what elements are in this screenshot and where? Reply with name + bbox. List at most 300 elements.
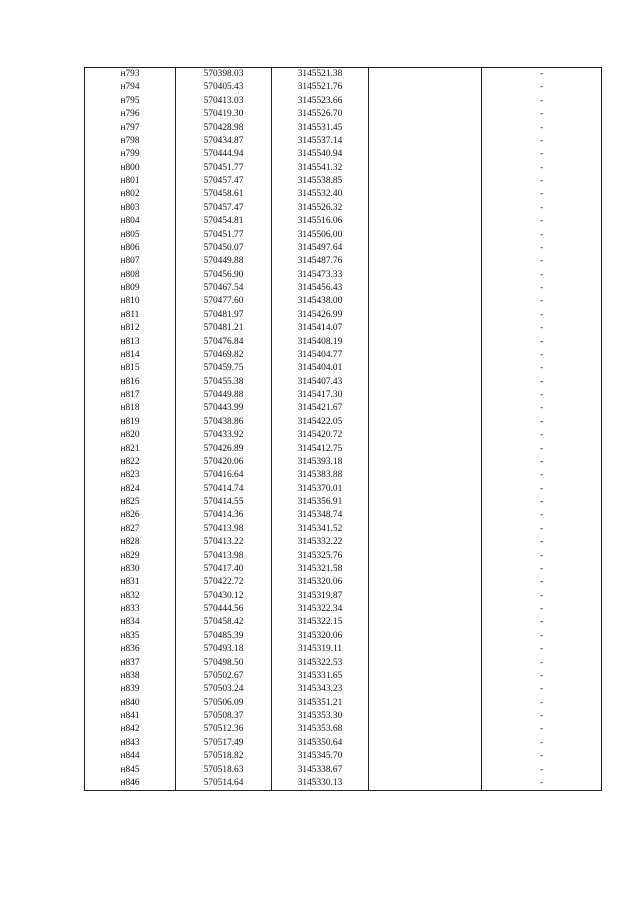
empty-cell [369,523,482,536]
x-coordinate-cell: 570476.84 [176,336,272,349]
y-coordinate-cell: 3145516.06 [272,215,369,228]
y-coordinate-cell: 3145421.67 [272,402,369,415]
point-number-cell: н830 [85,563,176,576]
y-coordinate-cell: 3145341.52 [272,523,369,536]
y-coordinate-cell: 3145420.72 [272,429,369,442]
table-row [85,295,602,308]
dash-cell: - [482,723,602,736]
table-row [85,376,602,389]
table-row [85,483,602,496]
point-number-cell: н799 [85,148,176,161]
table-row [85,523,602,536]
empty-cell [369,215,482,228]
empty-cell [369,576,482,589]
dash-cell: - [482,550,602,563]
dash-cell: - [482,68,602,81]
table-row [85,670,602,683]
table-row [85,188,602,201]
empty-cell [369,563,482,576]
dash-cell: - [482,443,602,456]
y-coordinate-cell: 3145538.85 [272,175,369,188]
dash-cell: - [482,590,602,603]
x-coordinate-cell: 570469.82 [176,349,272,362]
y-coordinate-cell: 3145321.58 [272,563,369,576]
empty-cell [369,723,482,736]
empty-cell [369,750,482,763]
empty-cell [369,536,482,549]
y-coordinate-cell: 3145531.45 [272,122,369,135]
x-coordinate-cell: 570426.89 [176,443,272,456]
dash-cell: - [482,616,602,629]
table-row [85,496,602,509]
x-coordinate-cell: 570456.90 [176,269,272,282]
empty-cell [369,469,482,482]
table-row [85,443,602,456]
dash-cell: - [482,269,602,282]
table-row [85,737,602,750]
empty-cell [369,242,482,255]
dash-cell: - [482,255,602,268]
dash-cell: - [482,309,602,322]
table-row [85,683,602,696]
dash-cell: - [482,108,602,121]
point-number-cell: н814 [85,349,176,362]
empty-cell [369,777,482,791]
empty-cell [369,603,482,616]
table-row [85,322,602,335]
dash-cell: - [482,242,602,255]
dash-cell: - [482,630,602,643]
table-row [85,148,602,161]
y-coordinate-cell: 3145331.65 [272,670,369,683]
x-coordinate-cell: 570477.60 [176,295,272,308]
y-coordinate-cell: 3145526.70 [272,108,369,121]
y-coordinate-cell: 3145345.70 [272,750,369,763]
point-number-cell: н826 [85,509,176,522]
empty-cell [369,416,482,429]
empty-cell [369,764,482,777]
y-coordinate-cell: 3145541.32 [272,162,369,175]
table-row [85,429,602,442]
dash-cell: - [482,764,602,777]
table-row [85,68,602,81]
y-coordinate-cell: 3145322.15 [272,616,369,629]
y-coordinate-cell: 3145325.76 [272,550,369,563]
table-row [85,723,602,736]
y-coordinate-cell: 3145393.18 [272,456,369,469]
dash-cell: - [482,657,602,670]
table-row [85,603,602,616]
point-number-cell: н844 [85,750,176,763]
empty-cell [369,336,482,349]
x-coordinate-cell: 570467.54 [176,282,272,295]
y-coordinate-cell: 3145353.68 [272,723,369,736]
y-coordinate-cell: 3145353.30 [272,710,369,723]
y-coordinate-cell: 3145322.53 [272,657,369,670]
empty-cell [369,95,482,108]
y-coordinate-cell: 3145521.76 [272,81,369,94]
x-coordinate-cell: 570422.72 [176,576,272,589]
empty-cell [369,550,482,563]
y-coordinate-cell: 3145330.13 [272,777,369,791]
y-coordinate-cell: 3145407.43 [272,376,369,389]
dash-cell: - [482,750,602,763]
dash-cell: - [482,496,602,509]
x-coordinate-cell: 570443.99 [176,402,272,415]
table-row [85,563,602,576]
empty-cell [369,68,482,81]
x-coordinate-cell: 570458.42 [176,616,272,629]
empty-cell [369,670,482,683]
point-number-cell: н835 [85,630,176,643]
table-row [85,162,602,175]
y-coordinate-cell: 3145540.94 [272,148,369,161]
y-coordinate-cell: 3145356.91 [272,496,369,509]
point-number-cell: н794 [85,81,176,94]
table-row [85,590,602,603]
x-coordinate-cell: 570508.37 [176,710,272,723]
x-coordinate-cell: 570481.21 [176,322,272,335]
point-number-cell: н821 [85,443,176,456]
x-coordinate-cell: 570413.98 [176,523,272,536]
x-coordinate-cell: 570454.81 [176,215,272,228]
table-row [85,269,602,282]
empty-cell [369,630,482,643]
dash-cell: - [482,376,602,389]
table-row [85,95,602,108]
point-number-cell: н819 [85,416,176,429]
point-number-cell: н806 [85,242,176,255]
dash-cell: - [482,563,602,576]
table-row [85,215,602,228]
dash-cell: - [482,603,602,616]
empty-cell [369,402,482,415]
empty-cell [369,710,482,723]
empty-cell [369,295,482,308]
empty-cell [369,683,482,696]
dash-cell: - [482,456,602,469]
table-row [85,616,602,629]
empty-cell [369,108,482,121]
dash-cell: - [482,523,602,536]
empty-cell [369,269,482,282]
table-row [85,242,602,255]
table-row [85,509,602,522]
x-coordinate-cell: 570413.22 [176,536,272,549]
x-coordinate-cell: 570517.49 [176,737,272,750]
empty-cell [369,590,482,603]
table-row [85,135,602,148]
x-coordinate-cell: 570451.77 [176,229,272,242]
dash-cell: - [482,710,602,723]
empty-cell [369,443,482,456]
x-coordinate-cell: 570419.30 [176,108,272,121]
empty-cell [369,135,482,148]
table-row [85,81,602,94]
empty-cell [369,202,482,215]
dash-cell: - [482,576,602,589]
point-number-cell: н796 [85,108,176,121]
y-coordinate-cell: 3145350.64 [272,737,369,750]
x-coordinate-cell: 570414.74 [176,483,272,496]
point-number-cell: н825 [85,496,176,509]
empty-cell [369,657,482,670]
y-coordinate-cell: 3145332.22 [272,536,369,549]
table-row [85,764,602,777]
table-row [85,777,602,791]
dash-cell: - [482,81,602,94]
x-coordinate-cell: 570493.18 [176,643,272,656]
point-number-cell: н828 [85,536,176,549]
point-number-cell: н839 [85,683,176,696]
table-row [85,469,602,482]
y-coordinate-cell: 3145456.43 [272,282,369,295]
x-coordinate-cell: 570485.39 [176,630,272,643]
dash-cell: - [482,697,602,710]
point-number-cell: н793 [85,68,176,81]
empty-cell [369,496,482,509]
table-row [85,309,602,322]
dash-cell: - [482,336,602,349]
x-coordinate-cell: 570512.36 [176,723,272,736]
dash-cell: - [482,202,602,215]
dash-cell: - [482,295,602,308]
x-coordinate-cell: 570503.24 [176,683,272,696]
y-coordinate-cell: 3145506.00 [272,229,369,242]
point-number-cell: н809 [85,282,176,295]
point-number-cell: н810 [85,295,176,308]
point-number-cell: н801 [85,175,176,188]
point-number-cell: н800 [85,162,176,175]
y-coordinate-cell: 3145408.19 [272,336,369,349]
empty-cell [369,737,482,750]
table-row [85,576,602,589]
empty-cell [369,509,482,522]
empty-cell [369,282,482,295]
y-coordinate-cell: 3145438.00 [272,295,369,308]
point-number-cell: н811 [85,309,176,322]
x-coordinate-cell: 570518.82 [176,750,272,763]
dash-cell: - [482,670,602,683]
y-coordinate-cell: 3145383.88 [272,469,369,482]
x-coordinate-cell: 570444.56 [176,603,272,616]
point-number-cell: н802 [85,188,176,201]
y-coordinate-cell: 3145412.75 [272,443,369,456]
table-row [85,402,602,415]
table-row [85,536,602,549]
point-number-cell: н846 [85,777,176,791]
point-number-cell: н816 [85,376,176,389]
point-number-cell: н820 [85,429,176,442]
y-coordinate-cell: 3145320.06 [272,630,369,643]
dash-cell: - [482,416,602,429]
point-number-cell: н805 [85,229,176,242]
dash-cell: - [482,469,602,482]
x-coordinate-cell: 570518.63 [176,764,272,777]
dash-cell: - [482,389,602,402]
y-coordinate-cell: 3145319.87 [272,590,369,603]
empty-cell [369,376,482,389]
dash-cell: - [482,429,602,442]
point-number-cell: н812 [85,322,176,335]
x-coordinate-cell: 570457.47 [176,175,272,188]
point-number-cell: н842 [85,723,176,736]
dash-cell: - [482,483,602,496]
point-number-cell: н797 [85,122,176,135]
empty-cell [369,309,482,322]
y-coordinate-cell: 3145404.77 [272,349,369,362]
x-coordinate-cell: 570449.88 [176,255,272,268]
dash-cell: - [482,349,602,362]
empty-cell [369,188,482,201]
dash-cell: - [482,148,602,161]
point-number-cell: н834 [85,616,176,629]
point-number-cell: н841 [85,710,176,723]
empty-cell [369,162,482,175]
dash-cell: - [482,95,602,108]
dash-cell: - [482,162,602,175]
dash-cell: - [482,362,602,375]
table-row [85,122,602,135]
y-coordinate-cell: 3145348.74 [272,509,369,522]
x-coordinate-cell: 570430.12 [176,590,272,603]
point-number-cell: н838 [85,670,176,683]
y-coordinate-cell: 3145497.64 [272,242,369,255]
x-coordinate-cell: 570428.98 [176,122,272,135]
point-number-cell: н840 [85,697,176,710]
y-coordinate-cell: 3145473.33 [272,269,369,282]
x-coordinate-cell: 570458.61 [176,188,272,201]
table-row [85,750,602,763]
table-row [85,349,602,362]
table-row [85,416,602,429]
y-coordinate-cell: 3145414.07 [272,322,369,335]
x-coordinate-cell: 570416.64 [176,469,272,482]
y-coordinate-cell: 3145338.67 [272,764,369,777]
x-coordinate-cell: 570405.43 [176,81,272,94]
x-coordinate-cell: 570433.92 [176,429,272,442]
dash-cell: - [482,282,602,295]
y-coordinate-cell: 3145343.23 [272,683,369,696]
empty-cell [369,643,482,656]
x-coordinate-cell: 570451.77 [176,162,272,175]
dash-cell: - [482,175,602,188]
point-number-cell: н823 [85,469,176,482]
empty-cell [369,456,482,469]
x-coordinate-cell: 570414.36 [176,509,272,522]
table-row [85,108,602,121]
point-number-cell: н804 [85,215,176,228]
dash-cell: - [482,737,602,750]
y-coordinate-cell: 3145523.66 [272,95,369,108]
y-coordinate-cell: 3145404.01 [272,362,369,375]
table-row [85,282,602,295]
dash-cell: - [482,643,602,656]
point-number-cell: н795 [85,95,176,108]
empty-cell [369,148,482,161]
y-coordinate-cell: 3145370.01 [272,483,369,496]
point-number-cell: н831 [85,576,176,589]
table-row [85,336,602,349]
y-coordinate-cell: 3145526.32 [272,202,369,215]
empty-cell [369,229,482,242]
empty-cell [369,175,482,188]
point-number-cell: н818 [85,402,176,415]
point-number-cell: н822 [85,456,176,469]
x-coordinate-cell: 570444.94 [176,148,272,161]
dash-cell: - [482,135,602,148]
empty-cell [369,122,482,135]
table-row [85,550,602,563]
table-row [85,202,602,215]
point-number-cell: н832 [85,590,176,603]
y-coordinate-cell: 3145320.06 [272,576,369,589]
dash-cell: - [482,322,602,335]
dash-cell: - [482,188,602,201]
dash-cell: - [482,777,602,791]
x-coordinate-cell: 570502.67 [176,670,272,683]
point-number-cell: н843 [85,737,176,750]
point-number-cell: н827 [85,523,176,536]
x-coordinate-cell: 570438.86 [176,416,272,429]
dash-cell: - [482,215,602,228]
x-coordinate-cell: 570420.06 [176,456,272,469]
empty-cell [369,81,482,94]
table-row [85,630,602,643]
x-coordinate-cell: 570413.98 [176,550,272,563]
table-row [85,255,602,268]
y-coordinate-cell: 3145537.14 [272,135,369,148]
empty-cell [369,429,482,442]
x-coordinate-cell: 570481.97 [176,309,272,322]
table-row [85,175,602,188]
point-number-cell: н845 [85,764,176,777]
empty-cell [369,697,482,710]
dash-cell: - [482,229,602,242]
point-number-cell: н836 [85,643,176,656]
x-coordinate-cell: 570414.55 [176,496,272,509]
table-row [85,456,602,469]
x-coordinate-cell: 570417.40 [176,563,272,576]
y-coordinate-cell: 3145426.99 [272,309,369,322]
x-coordinate-cell: 570398.03 [176,68,272,81]
point-number-cell: н817 [85,389,176,402]
empty-cell [369,389,482,402]
y-coordinate-cell: 3145422.05 [272,416,369,429]
table-row [85,657,602,670]
dash-cell: - [482,509,602,522]
table-row [85,389,602,402]
empty-cell [369,349,482,362]
y-coordinate-cell: 3145532.40 [272,188,369,201]
table-row [85,643,602,656]
table-row [85,229,602,242]
empty-cell [369,322,482,335]
y-coordinate-cell: 3145487.76 [272,255,369,268]
x-coordinate-cell: 570457.47 [176,202,272,215]
point-number-cell: н824 [85,483,176,496]
x-coordinate-cell: 570514.64 [176,777,272,791]
dash-cell: - [482,402,602,415]
point-number-cell: н798 [85,135,176,148]
empty-cell [369,616,482,629]
empty-cell [369,362,482,375]
y-coordinate-cell: 3145417.30 [272,389,369,402]
x-coordinate-cell: 570434.87 [176,135,272,148]
x-coordinate-cell: 570449.88 [176,389,272,402]
x-coordinate-cell: 570413.03 [176,95,272,108]
point-number-cell: н833 [85,603,176,616]
